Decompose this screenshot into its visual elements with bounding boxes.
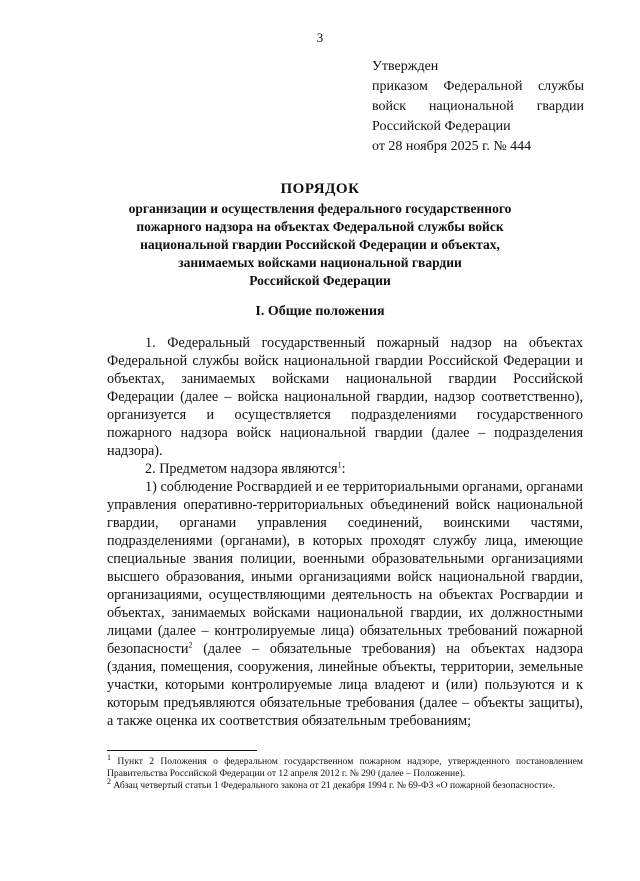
subtitle-line: Российской Федерации [249, 273, 391, 288]
paragraph-3 [107, 478, 583, 730]
approval-line: Утвержден [372, 59, 439, 74]
footnotes [107, 752, 583, 792]
subtitle-line: занимаемых войсками национальной гвардии [178, 255, 462, 270]
subtitle-line: национальной гвардии Российской Федерации и объектах, [140, 237, 500, 252]
document-body [107, 334, 583, 730]
document-title-block [90, 178, 550, 290]
paragraph-3-part1: 1) соблюдение Росгвардией и ее территориальными органами, органами управления оперативно-территориальных объединений войск национальной гвардии, органами управления соединений, воинскими частями, подразделениями (органами), в которых проходят службу лица, имеющие специальные звания полиции, военными образовательными организациями высшего образования, иными организациями войск национальной гвардии, организациями, осуществляющими деятельность на объектах Росгвардии и объектах, занимаемых войсками национальной гвардии, их должностными лицами (далее – контролируемые лица) обязательных требований пожарной безопасности [107, 479, 583, 657]
approval-stamp [372, 57, 584, 157]
subtitle-line: организации и осуществления федерального государственного [128, 201, 512, 216]
footnote-2 [107, 776, 583, 792]
paragraph-2-text: 2. Предметом надзора являются [145, 461, 338, 477]
footnote-divider [107, 750, 257, 751]
approval-line: приказом Федеральной службы [372, 79, 584, 94]
section-heading: I. Общие положения [255, 304, 385, 319]
paragraph-2-end: : [341, 461, 346, 477]
paragraph-3-part2: (далее – обязательные требования) на объектах надзора (здания, помещения, сооружения, линейные объекты, территории, земельные участки, которыми контролируемые лица владеют и (или) пользуются и к которым предъявляются обязательные требования (далее – объекты защиты), а также оценка их соответствия обязательным требованиям; [107, 641, 583, 729]
approval-line: от 28 ноября 2025 г. № 444 [372, 139, 532, 154]
footnote-1-text: Пункт 2 Положения о федеральном государственном пожарном надзоре, утвержденного постановлением Правительства Российской Федерации от 12 апреля 2012 г. № 290 (далее – Положение). [107, 756, 583, 779]
footnote-ref: 1 [337, 460, 342, 470]
document-title: ПОРЯДОК [280, 181, 360, 197]
page-number: 3 [316, 30, 324, 45]
paragraph-2 [107, 460, 583, 478]
paragraph-1: 1. Федеральный государственный пожарный надзор на объектах Федеральной службы войск национальной гвардии Российской Федерации и объектах, занимаемых войсками национальной гвардии Российской Федерации (далее – войска национальной гвардии, надзор соответственно), организуется и осуществляется подразделениями государственного пожарного надзора войск национальной гвардии (далее – подразделения надзора). [107, 335, 583, 459]
footnote-mark: 1 [107, 752, 111, 762]
footnote-mark: 2 [107, 776, 111, 786]
approval-line: Российской Федерации [372, 119, 511, 134]
footnote-ref: 2 [188, 640, 193, 650]
subtitle-line: пожарного надзора на объектах Федеральной службы войск [136, 219, 504, 234]
footnote-1 [107, 752, 583, 780]
approval-line: войск национальной гвардии [372, 99, 584, 114]
footnote-2-text: Абзац четвертый статьи 1 Федерального закона от 21 декабря 1994 г. № 69-ФЗ «О пожарной безопасности». [111, 780, 556, 791]
